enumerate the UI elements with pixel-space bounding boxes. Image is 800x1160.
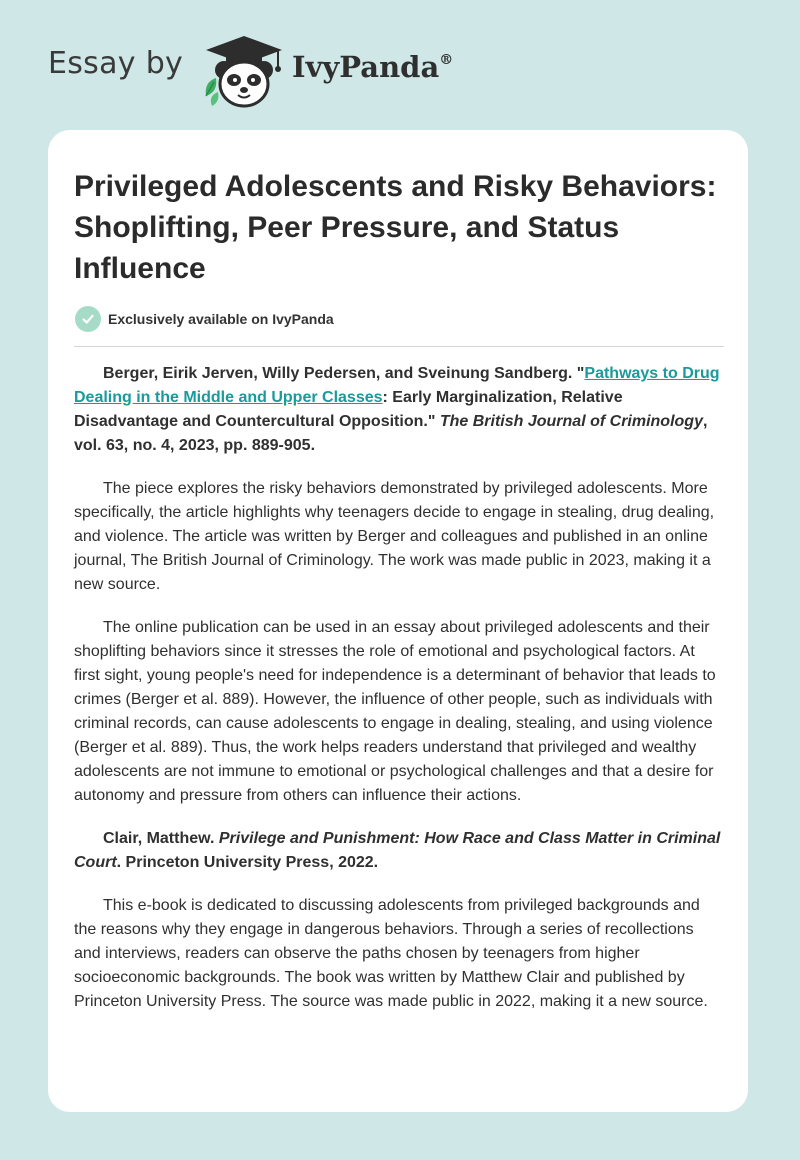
site-header [0, 0, 800, 130]
divider [74, 346, 724, 347]
body-paragraph: This e-book is dedicated to discussing adolescents from privileged backgrounds and the reasons why they engage in dangerous behaviors. Through a series of recollections and interviews, readers can observe the paths chosen by teenagers from higher socioeconomic backgrounds. The book was written by Matthew Clair and published by Princeton University Press. The source was made public in 2022, making it a new source. [74, 897, 708, 1010]
exclusive-badge [75, 306, 334, 332]
citation-1: Berger, Eirik Jerven, Willy Pedersen, and Sveinung Sandberg. "Pathways to Drug Dealing in the Middle and Upper Classes: Early Marginalization, Relative Disadvantage and Countercultural Opposition." The British Journal of Criminology, vol. 63, no. 4, 2023, pp. 889-905. [74, 365, 720, 454]
body-paragraph: The piece explores the risky behaviors demonstrated by privileged adolescents. More specifically, the article highlights why teenagers decide to engage in stealing, drug dealing, and violence. The article was written by Berger and colleagues and published in an online journal, The British Journal of Criminology. The work was made public in 2023, making it a new source. [74, 480, 715, 593]
essay-title: Privileged Adolescents and Risky Behaviors: Shoplifting, Peer Pressure, and Status Influence [74, 170, 717, 285]
essay-body [74, 362, 724, 1014]
check-circle-icon [75, 306, 101, 332]
citation-link-pathways[interactable]: Pathways to Drug Dealing in the Middle and Upper Classes [74, 365, 720, 406]
body-paragraph: The online publication can be used in an essay about privileged adolescents and their shoplifting behaviors since it stresses the role of emotional and psychological factors. At first sight, young people's need for independence is a determinant of behavior that leads to crimes (Berger et al. 889). However, the influence of other people, such as individuals with criminal records, can cause adolescents to engage in dealing, stealing, and using violence (Berger et al. 889). Thus, the work helps readers understand that privileged and wealthy adolescents are not immune to emotional or psychological challenges and that a desire for autonomy and pressure from others can influence their actions. [74, 619, 716, 804]
brand-name[interactable]: IvyPanda® [292, 50, 454, 84]
essay-card [48, 130, 748, 1112]
panda-graduate-logo-icon[interactable] [198, 34, 290, 110]
brand-prefix: Essay by [48, 46, 184, 81]
citation-2: Clair, Matthew. Privilege and Punishment: How Race and Class Matter in Criminal Court. Princeton University Press, 2022. [74, 830, 721, 871]
exclusive-badge-text: Exclusively available on IvyPanda [108, 311, 334, 327]
